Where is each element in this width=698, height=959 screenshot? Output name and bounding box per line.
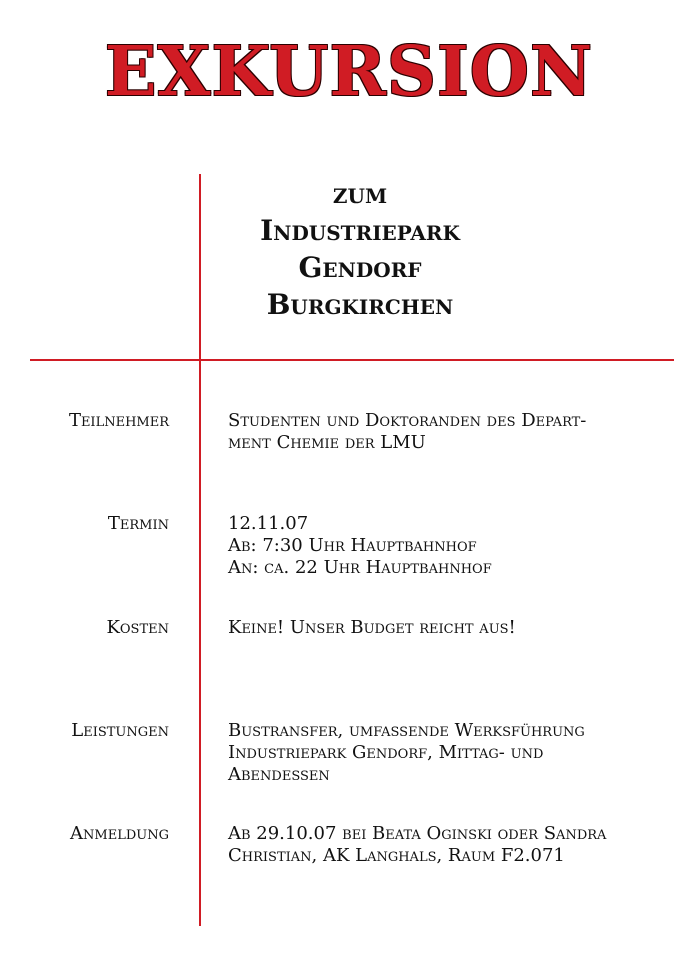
label-termin: Termin xyxy=(107,513,169,534)
value-kosten xyxy=(228,617,668,639)
subtitle-line: Gendorf xyxy=(298,251,422,284)
label-leistungen: Leistungen xyxy=(71,720,169,741)
value-line: Christian, AK Langhals, Raum F2.071 xyxy=(228,845,565,866)
subtitle-line: Industriepark xyxy=(260,214,460,247)
vertical-divider xyxy=(199,174,201,926)
subtitle-line: Burgkirchen xyxy=(266,288,454,321)
value-teilnehmer xyxy=(228,410,668,454)
value-termin xyxy=(228,513,668,579)
value-line: An: ca. 22 Uhr Hauptbahnhof xyxy=(228,557,492,578)
horizontal-divider xyxy=(30,359,674,361)
subtitle xyxy=(220,175,500,323)
label-anmeldung: Anmeldung xyxy=(70,823,169,844)
value-line: 12.11.07 xyxy=(228,513,309,534)
value-line: Ab 29.10.07 bei Beata Oginski oder Sandra xyxy=(228,823,607,844)
label-teilnehmer: Teilnehmer xyxy=(68,410,169,431)
value-line: Bustransfer, umfassende Werksführung xyxy=(228,720,585,741)
value-line: Keine! Unser Budget reicht aus! xyxy=(228,617,516,638)
value-line: ment Chemie der LMU xyxy=(228,432,426,453)
value-anmeldung xyxy=(228,823,668,867)
value-line: Industriepark Gendorf, Mittag- und xyxy=(228,742,544,763)
subtitle-line: zum xyxy=(332,177,388,210)
page-title: EXKURSION xyxy=(104,32,594,112)
value-line: Studenten und Doktoranden des Depart- xyxy=(228,410,587,431)
value-leistungen xyxy=(228,720,668,786)
label-kosten: Kosten xyxy=(106,617,169,638)
value-line: Ab: 7:30 Uhr Hauptbahnhof xyxy=(228,535,477,556)
value-line: Abendessen xyxy=(228,764,330,785)
